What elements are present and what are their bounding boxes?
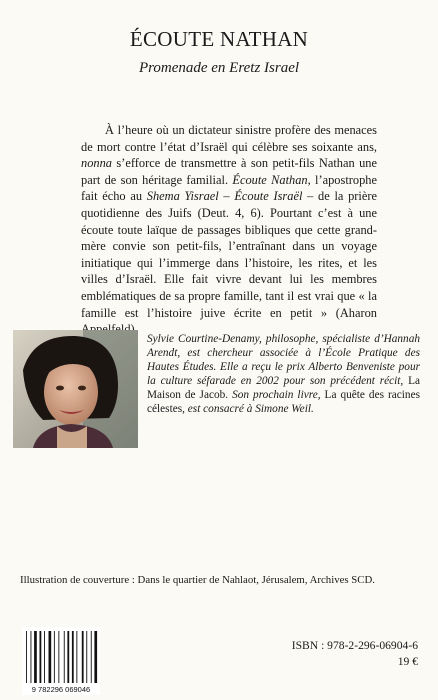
bio-text: est consacré à Simone Weil. <box>184 403 314 416</box>
blurb <box>81 122 377 338</box>
blurb-text: – de la prière quotidienne des Juifs (Deut. 4, 6). Pourtant c’est à une écoute toute laïque de passages bibliques que cette grand-mère convie son petit-fils, l’entraînant dans un voyage initiatique qui l’immerge dans l’histoire, les rites, et les villes d’Israël. Elle fait vivre devant lui les membres emblématiques de sa propre famille, tant il est vrai que « la famille est l’histoire juive écrite en petit » (Aharon <box>81 189 377 320</box>
blurb-text: , l’apostrophe fait écho au <box>81 172 377 204</box>
bio-book-title: La Maison de Jacob. <box>147 375 420 402</box>
blurb-emphasis: nonna <box>81 156 112 171</box>
barcode-graphic <box>22 627 100 695</box>
barcode <box>22 627 100 695</box>
barcode-digits: 9 782296 069046 <box>31 685 91 694</box>
blurb-text: s’efforce de transmettre à son petit-fils Nathan une part de son héritage familial. <box>81 156 377 187</box>
author-bio <box>147 332 420 417</box>
book-subtitle: Promenade en Eretz Israel <box>138 60 300 76</box>
blurb-emphasis: Shema Yisrael – Écoute Israël <box>146 189 303 204</box>
blurb-text: À l’heure où un dictateur sinistre profère des menaces de mort contre l’état d’Israël qui célèbre ses soixante ans, <box>81 123 377 154</box>
author-photo <box>13 330 138 448</box>
isbn-block <box>292 638 418 671</box>
bio-text: Son prochain livre, <box>228 389 321 402</box>
bio-text: Sylvie Courtine-Denamy, philosophe, spécialiste d’Hannah Arendt, est chercheur associée à l’École Pratique des Hautes Études. Elle a reçu le prix Alberto Benveniste pour la culture séfarade en 2002 pour son précédent récit, <box>147 333 420 388</box>
book-title: ÉCOUTE NATHAN <box>129 27 309 51</box>
isbn-number: ISBN : 978-2-296-06904-6 <box>291 639 418 652</box>
blurb-paragraph <box>81 122 377 338</box>
cover-illustration-credit: Illustration de couverture : Dans le quartier de Nahlaot, Jérusalem, Archives SCD. <box>20 574 375 586</box>
bio-book-title: La quête des racines célestes, <box>147 389 420 416</box>
price: 19 € <box>397 655 418 669</box>
blurb-emphasis: Écoute Nathan <box>232 172 308 187</box>
author-portrait-image <box>13 330 138 448</box>
